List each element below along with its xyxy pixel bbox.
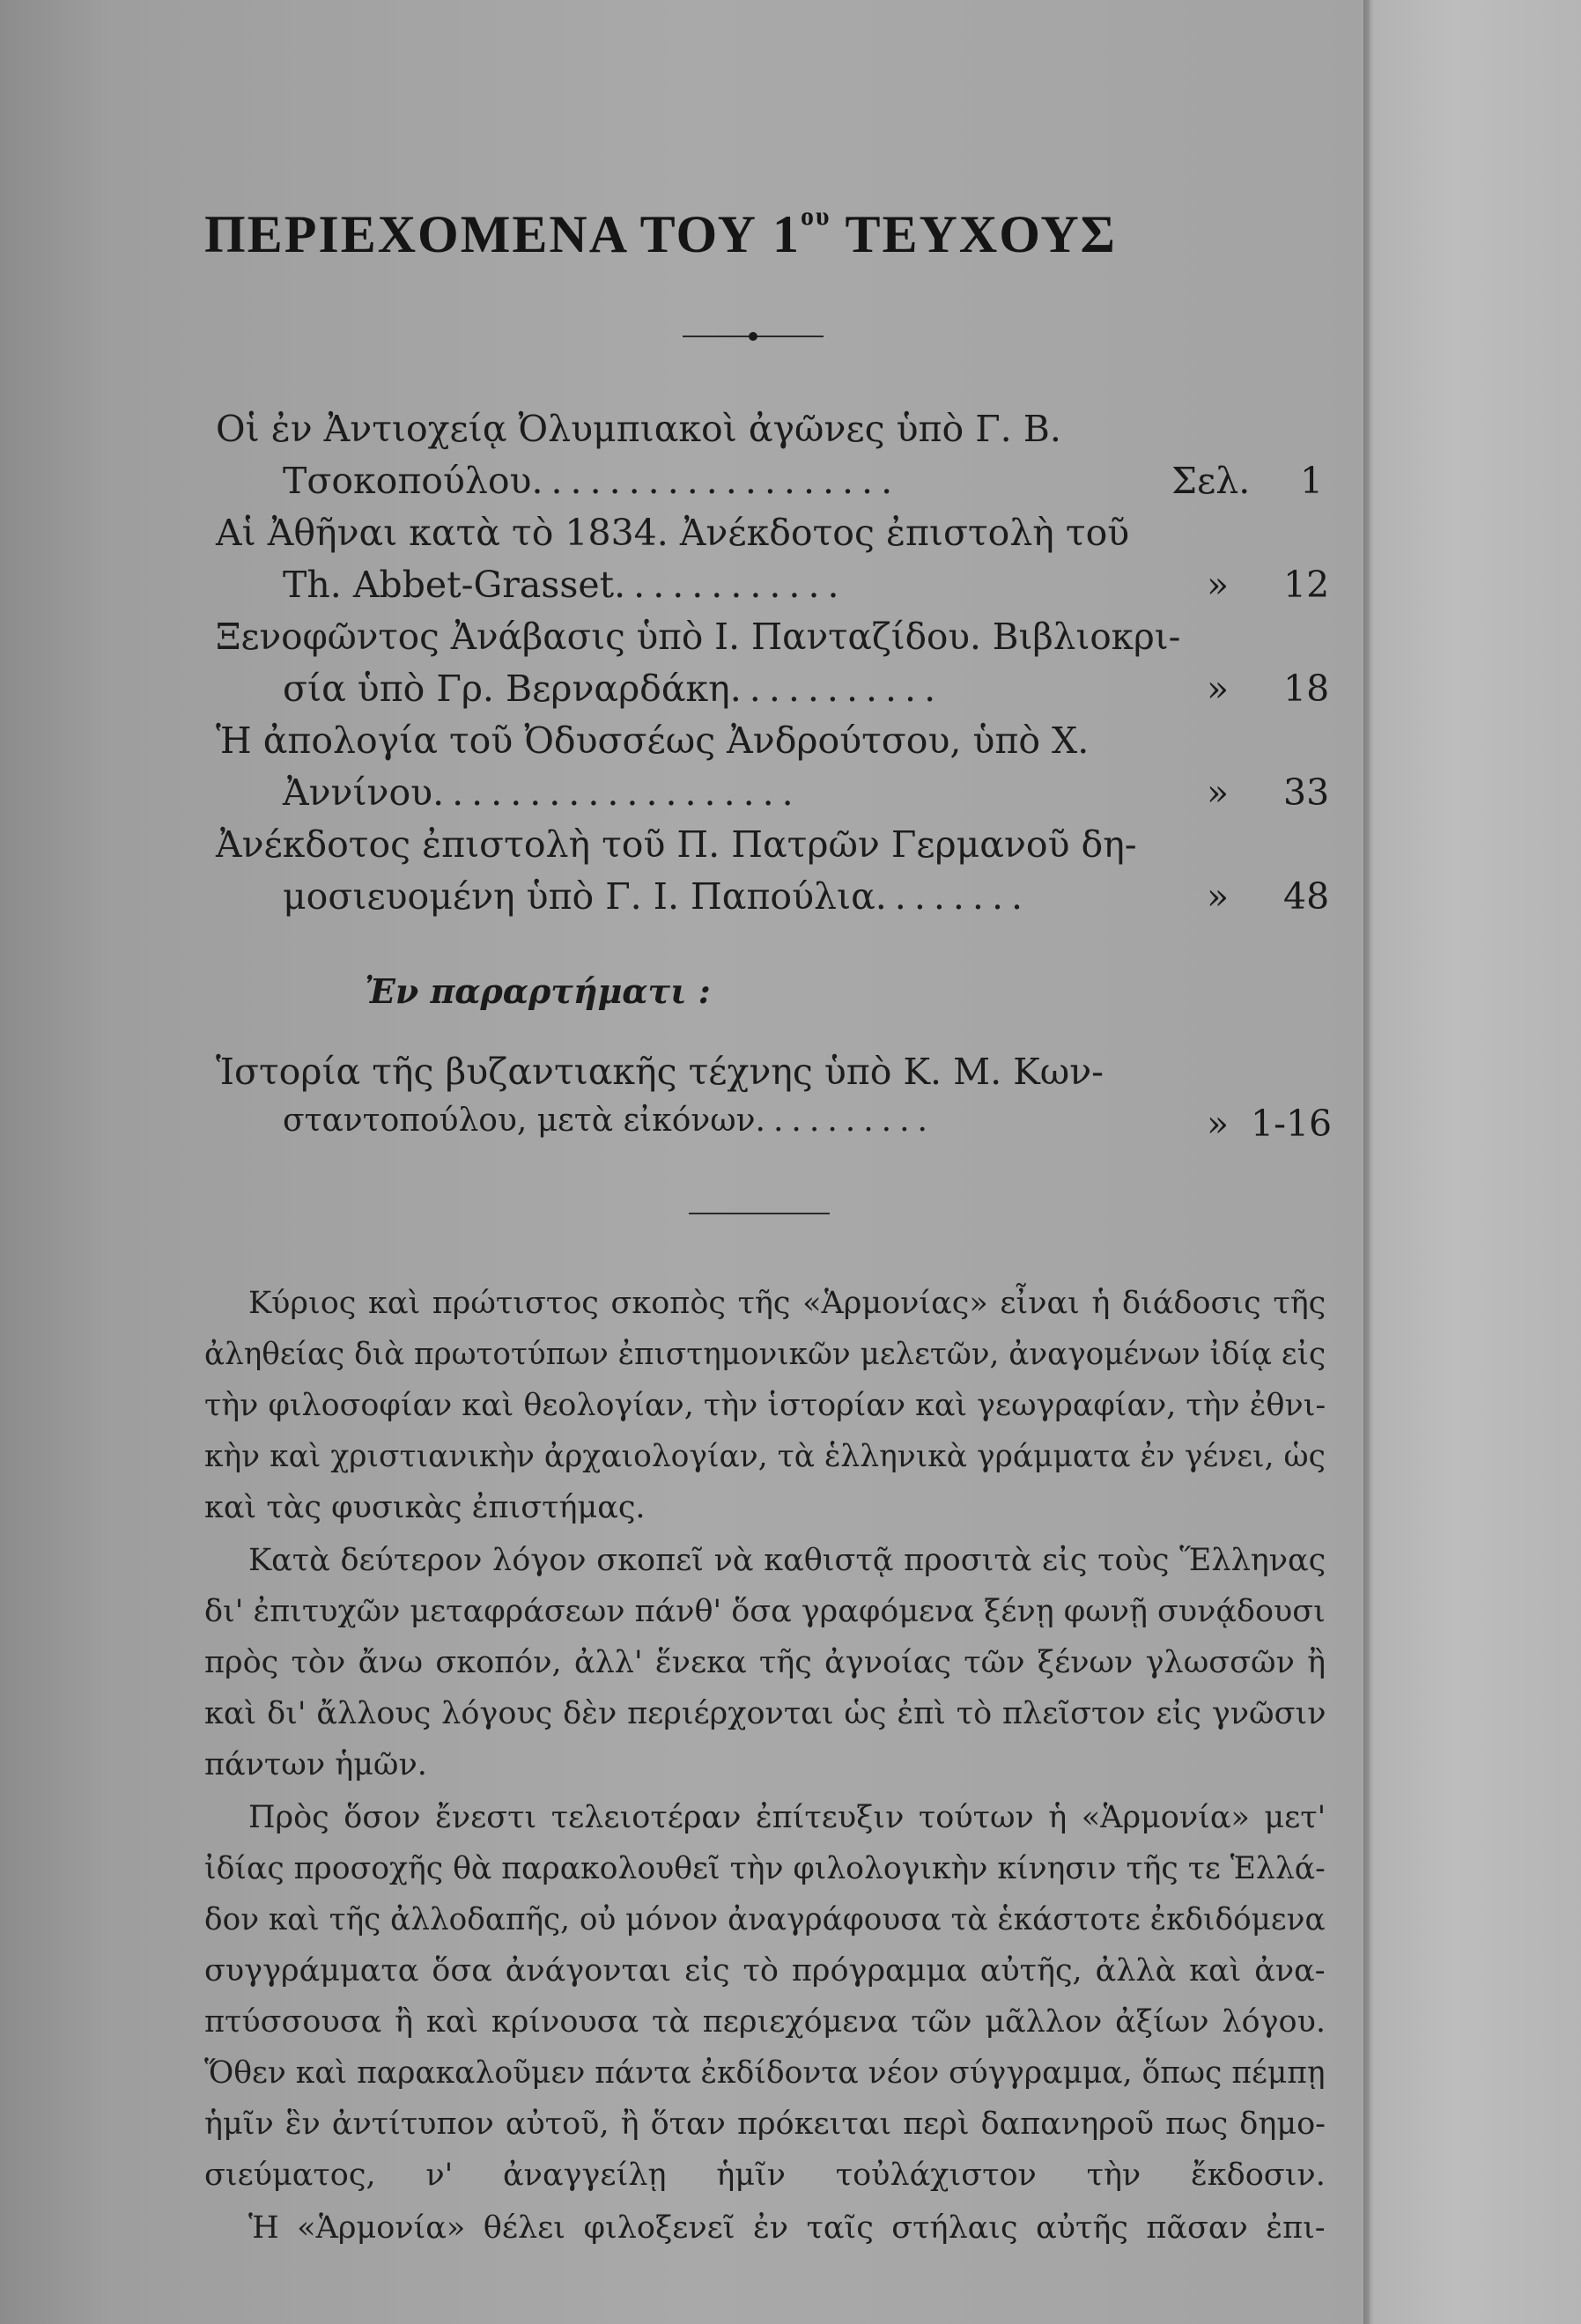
body-line: Κύριος καὶ πρώτιστος σκοπὸς τῆς «Ἁρμονίας» εἶναι ἡ διάδοσις τῆς: [248, 1286, 1326, 1321]
body-line: δον καὶ τῆς ἀλλοδαπῆς, οὐ μόνον ἀναγράφουσα τὰ ἑκάστοτε ἐκδιδόμενα: [204, 1902, 1326, 1937]
toc-entry-1-page: 1: [1300, 460, 1324, 502]
toc-entry-2-line2: Th. Abbet-Grasset............: [283, 564, 847, 606]
appendix-heading: Ἐν παραρτήματι :: [365, 971, 711, 1011]
toc-entry-3-label: »: [1207, 668, 1230, 710]
body-line: Ἡ «Ἁρμονία» θέλει φιλοξενεῖ ἐν ταῖς στήλαις αὐτῆς πᾶσαν ἐπι-: [248, 2210, 1326, 2246]
title-tail: ΤΕΥΧΟΥΣ: [831, 205, 1117, 263]
toc-entry-4-line2: Ἀννίνου...................: [283, 771, 802, 814]
toc-entry-4-line1: Ἡ ἀπολογία τοῦ Ὀδυσσέως Ἀνδρούτσου, ὑπὸ Χ.: [216, 719, 1090, 762]
toc-entry-5-page: 48: [1283, 875, 1330, 918]
body-line: κὴν καὶ χριστιανικὴν ἀρχαιολογίαν, τὰ ἑλληνικὰ γράμματα ἐν γένει, ὡς: [204, 1439, 1326, 1474]
section-divider: [689, 1213, 830, 1214]
body-line: συγγράμματα ὅσα ἀνάγονται εἰς τὸ πρόγραμμα αὐτῆς, ἀλλὰ καὶ ἀνα-: [204, 1953, 1326, 1988]
page-edge: [1370, 0, 1581, 2324]
toc-entry-3-line2: σία ὑπὸ Γρ. Βερναρδάκη...........: [283, 668, 944, 710]
toc-entry-5-line1: Ἀνέκδοτος ἐπιστολὴ τοῦ Π. Πατρῶν Γερμανοῦ δη-: [216, 823, 1137, 866]
body-line: ἡμῖν ἓν ἀντίτυπον αὐτοῦ, ἢ ὅταν πρόκειται περὶ δαπανηροῦ πως δημο-: [204, 2106, 1326, 2142]
body-line: καὶ δι' ἄλλους λόγους δὲν περιέρχονται ὡς ἐπὶ τὸ πλεῖστον εἰς γνῶσιν: [204, 1696, 1326, 1731]
appendix-entry-page: 1-16: [1251, 1103, 1333, 1145]
toc-entry-3-page: 18: [1283, 668, 1330, 710]
body-line: τὴν φιλοσοφίαν καὶ θεολογίαν, τὴν ἱστορίαν καὶ γεωγραφίαν, τὴν ἐθνι-: [204, 1388, 1326, 1423]
ornament-divider: [683, 328, 824, 345]
appendix-entry-line2: σταντοπούλου, μετὰ εἰκόνων..........: [283, 1103, 935, 1139]
page-title: [204, 204, 1261, 265]
body-line: Πρὸς ὅσον ἔνεστι τελειοτέραν ἐπίτευξιν τούτων ἡ «Ἁρμονία» μετ': [248, 1800, 1326, 1835]
appendix-entry-label: »: [1207, 1103, 1230, 1145]
body-line: καὶ τὰς φυσικὰς ἐπιστήμας.: [204, 1490, 646, 1525]
body-line: πάντων ἡμῶν.: [204, 1747, 427, 1782]
toc-entry-5-label: »: [1207, 875, 1230, 918]
body-line: πρὸς τὸν ἄνω σκοπόν, ἀλλ' ἕνεκα τῆς ἀγνοίας τῶν ξένων γλωσσῶν ἢ: [204, 1645, 1326, 1680]
body-line: πτύσσουσα ἢ καὶ κρίνουσα τὰ περιεχόμενα τῶν μᾶλλον ἀξίων λόγου.: [204, 2004, 1326, 2040]
toc-entry-2-line1: Αἱ Ἀθῆναι κατὰ τὸ 1834. Ἀνέκδοτος ἐπιστολὴ τοῦ: [216, 512, 1130, 554]
toc-entry-5-line2: μοσιευομένη ὑπὸ Γ. Ι. Παπούλια........: [283, 875, 1031, 918]
toc-entry-4-label: »: [1207, 771, 1230, 814]
body-line: Κατὰ δεύτερον λόγον σκοπεῖ νὰ καθιστᾷ προσιτὰ εἰς τοὺς Ἕλληνας: [248, 1543, 1326, 1578]
appendix-entry-line1: Ἱστορία τῆς βυζαντιακῆς τέχνης ὑπὸ Κ. Μ. Κων-: [216, 1051, 1104, 1093]
body-line: Ὅθεν καὶ παρακαλοῦμεν πάντα ἐκδίδοντα νέον σύγγραμμα, ὅπως πέμπῃ: [204, 2055, 1326, 2091]
toc-entry-2-page: 12: [1283, 564, 1330, 606]
body-line: ἰδίας προσοχῆς θὰ παρακολουθεῖ τὴν φιλολογικὴν κίνησιν τῆς τε Ἑλλά-: [204, 1851, 1326, 1886]
title-superscript: ου: [801, 202, 831, 231]
body-line: σιεύματος, ν' ἀναγγείλῃ ἡμῖν τοὐλάχιστον τὴν ἔκδοσιν.: [204, 2158, 1326, 2193]
toc-entry-1-label: Σελ.: [1171, 460, 1251, 502]
body-line: ἀληθείας διὰ πρωτοτύπων ἐπιστημονικῶν μελετῶν, ἀναγομένων ἰδίᾳ εἰς: [204, 1337, 1326, 1372]
toc-entry-1-line2: Τσοκοπούλου...................: [283, 460, 901, 502]
toc-entry-3-line1: Ξενοφῶντος Ἀνάβασις ὑπὸ Ι. Πανταζίδου. Βιβλιοκρι-: [216, 616, 1181, 658]
title-main: ΠΕΡΙΕΧΟΜΕΝΑ ΤΟΥ 1: [204, 205, 802, 263]
page-edge-shadow: [1363, 0, 1374, 2324]
toc-entry-4-page: 33: [1283, 771, 1330, 814]
body-line: δι' ἐπιτυχῶν μεταφράσεων πάνθ' ὅσα γραφόμενα ξένῃ φωνῇ συνᾴδουσι: [204, 1594, 1326, 1629]
toc-entry-1-line1: Οἱ ἐν Ἀντιοχείᾳ Ὀλυμπιακοὶ ἀγῶνες ὑπὸ Γ. Β.: [216, 408, 1061, 450]
toc-entry-2-label: »: [1207, 564, 1230, 606]
